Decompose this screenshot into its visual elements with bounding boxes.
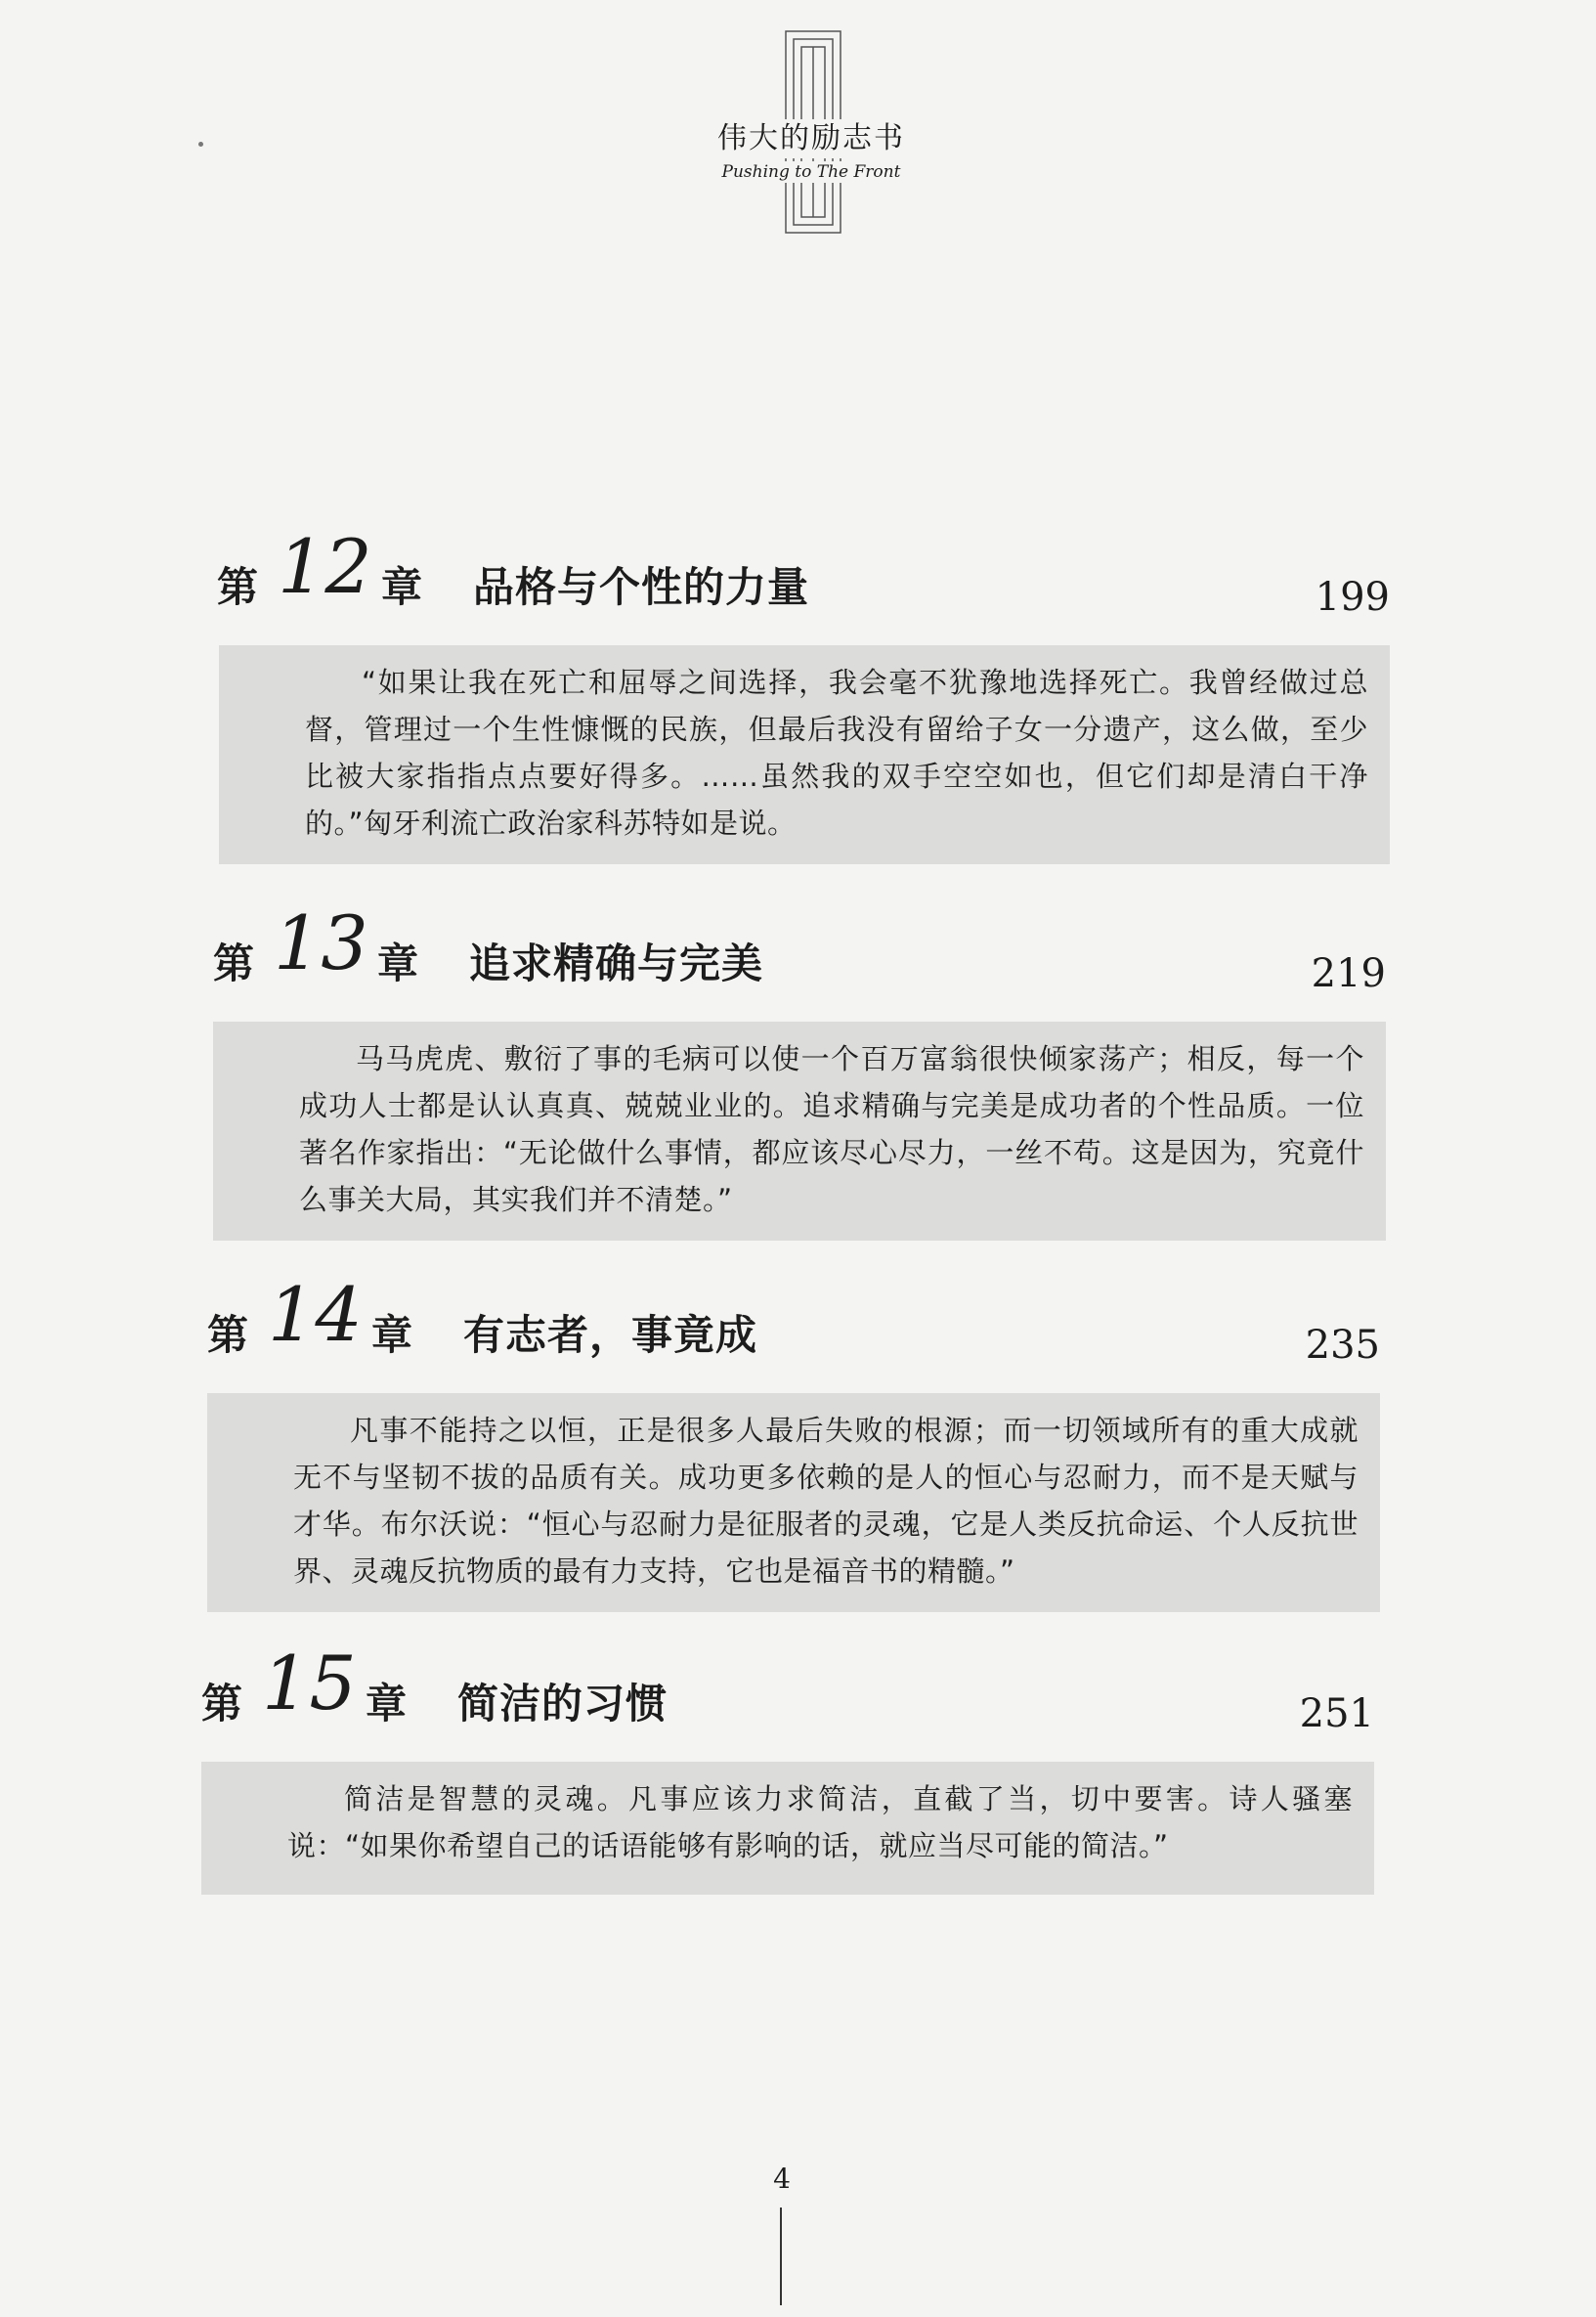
- footer-rule: [780, 2208, 782, 2305]
- chapter-13: [213, 895, 1386, 1241]
- chapter-15: [201, 1635, 1374, 1895]
- chapter-prefix: 第: [207, 1311, 249, 1359]
- chapter-title: 简洁的习惯: [457, 1680, 669, 1727]
- scan-speck: [198, 142, 203, 147]
- chapter-page-number: 251: [1299, 1691, 1374, 1736]
- chapter-page-number: 219: [1311, 951, 1386, 996]
- chapter-heading[interactable]: [207, 1266, 1380, 1374]
- chapter-summary: 凡事不能持之以恒，正是很多人最后失败的根源；而一切领域所有的重大成就无不与坚韧不拔的品质有关。成功更多依赖的是人的恒心与忍耐力，而不是天赋与才华。布尔沃说：“恒心与忍耐力是征服者的灵魂，它是人类反抗命运、个人反抗世界、灵魂反抗物质的最有力支持，它也是福音书的精髓。”: [207, 1393, 1380, 1612]
- book-title: 伟大的励志书: [704, 119, 919, 158]
- chapter-title: 品格与个性的力量: [473, 563, 810, 611]
- chapter-summary: “如果让我在死亡和屈辱之间选择，我会毫不犹豫地选择死亡。我曾经做过总督，管理过一个生性慷慨的民族，但最后我没有留给子女一分遗产，这么做，至少比被大家指指点点要好得多。……虽然我的双手空空如也，但它们却是清白干净的。”匈牙利流亡政治家科苏特如是说。: [219, 645, 1390, 864]
- chapter-14: [207, 1266, 1380, 1612]
- book-subtitle: Pushing to The Front: [704, 161, 919, 183]
- chapter-heading[interactable]: [213, 895, 1386, 1002]
- chapter-title: 有志者，事竟成: [463, 1311, 758, 1359]
- page-header: [0, 0, 1596, 244]
- chapter-heading[interactable]: [217, 518, 1390, 626]
- chapter-page-number: 199: [1315, 575, 1390, 620]
- chapter-summary: 马马虎虎、敷衍了事的毛病可以使一个百万富翁很快倾家荡产；相反，每一个成功人士都是认认真真、兢兢业业的。追求精确与完美是成功者的个性品质。一位著名作家指出：“无论做什么事情，都应该尽心尽力，一丝不苟。这是因为，究竟什么事关大局，其实我们并不清楚。”: [213, 1022, 1386, 1241]
- chapter-number: 13: [274, 899, 368, 986]
- chapter-title: 追求精确与完美: [469, 940, 764, 987]
- chapter-suffix: 章: [371, 1311, 413, 1359]
- chapter-prefix: 第: [201, 1680, 243, 1727]
- chapter-number: 12: [278, 523, 372, 610]
- chapter-heading[interactable]: [201, 1635, 1374, 1742]
- chapter-12: [217, 518, 1390, 864]
- chapter-suffix: 章: [377, 940, 419, 987]
- chapter-prefix: 第: [213, 940, 255, 987]
- chapter-prefix: 第: [217, 563, 259, 611]
- chapter-suffix: 章: [366, 1680, 408, 1727]
- chapter-summary: 简洁是智慧的灵魂。凡事应该力求简洁，直截了当，切中要害。诗人骚塞说：“如果你希望自己的话语能够有影响的话，就应当尽可能的简洁。”: [201, 1762, 1374, 1895]
- chapter-number: 15: [262, 1639, 357, 1727]
- chapter-suffix: 章: [381, 563, 423, 611]
- chapter-number: 14: [268, 1271, 363, 1358]
- page-number: 4: [773, 2163, 791, 2195]
- chapter-page-number: 235: [1305, 1323, 1380, 1368]
